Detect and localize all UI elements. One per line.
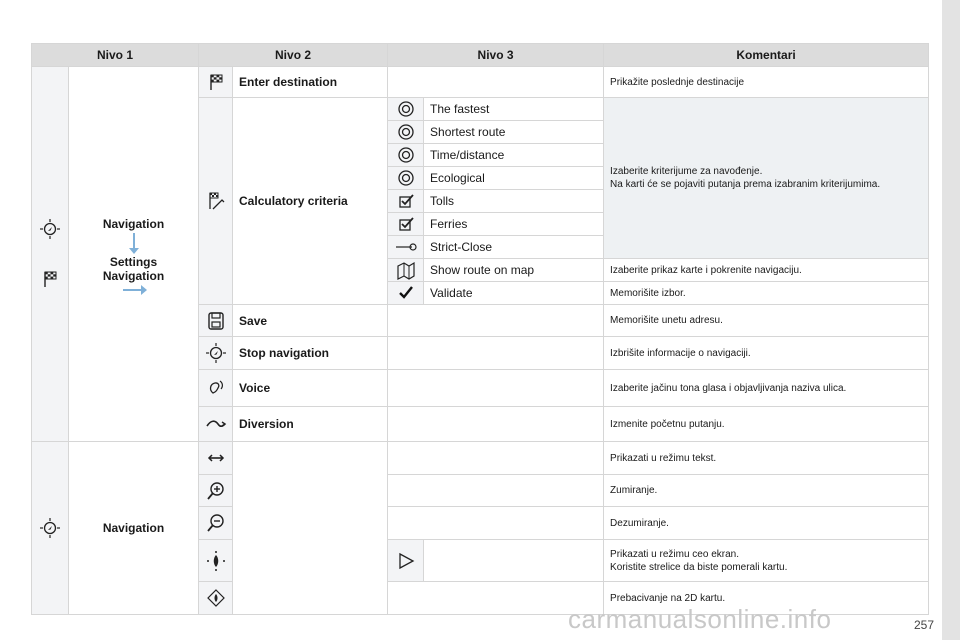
nivo1-map-icon-cell (32, 442, 69, 615)
option-shortest-route[interactable]: Shortest route (424, 121, 604, 144)
validate-item[interactable]: Validate (424, 282, 604, 305)
radio-icon[interactable] (395, 167, 417, 189)
option-tolls[interactable]: Tolls (424, 190, 604, 213)
criteria-comment-line1: Izaberite kriterijume za navođenje. (610, 166, 763, 177)
calculatory-criteria-item[interactable]: Calculatory criteria (233, 98, 388, 305)
show-route-on-map[interactable]: Show route on map (424, 259, 604, 282)
radio-icon[interactable] (395, 98, 417, 120)
option-ecological[interactable]: Ecological (424, 167, 604, 190)
nivo1-label-cell (69, 67, 199, 442)
zoom-out-comment: Dezumiranje. (604, 507, 929, 540)
option-time-distance[interactable]: Time/distance (424, 144, 604, 167)
arrow-right-icon (123, 289, 141, 291)
zoom-in-icon[interactable] (205, 480, 227, 502)
diversion-icon (205, 413, 227, 435)
enter-destination-item[interactable]: Enter destination (233, 67, 388, 98)
zoom-in-comment: Zumiranje. (604, 475, 929, 507)
save-item[interactable]: Save (233, 305, 388, 337)
criteria-comment (604, 98, 929, 259)
watermark: carmanualsonline.info (568, 604, 832, 634)
map-2d-icon[interactable] (205, 587, 227, 609)
play-arrow-icon[interactable] (395, 550, 417, 572)
navigation-icon[interactable] (39, 218, 61, 240)
navigation-menu-table (31, 43, 929, 615)
nivo1-map-navigation-label: Navigation (69, 442, 199, 615)
radio-icon[interactable] (395, 121, 417, 143)
header-nivo3: Nivo 3 (388, 44, 604, 67)
page-number: 257 (913, 618, 934, 632)
checkmark-icon[interactable] (395, 282, 417, 304)
voice-item[interactable]: Voice (233, 370, 388, 407)
diversion-comment: Izmenite početnu putanju. (604, 407, 929, 442)
header-komentari: Komentari (604, 44, 929, 67)
voice-icon (205, 377, 227, 399)
validate-comment: Memorišite izbor. (604, 282, 929, 305)
map-2d-comment: Prebacivanje na 2D kartu. (604, 582, 929, 615)
nivo1-navigation-sub-label: Navigation (102, 269, 165, 283)
slider-icon[interactable] (395, 236, 417, 258)
header-nivo1: Nivo 1 (32, 44, 199, 67)
map-icon[interactable] (395, 259, 417, 281)
text-mode-comment: Prikazati u režimu tekst. (604, 442, 929, 475)
fullscreen-map-icon[interactable] (205, 550, 227, 572)
checkbox-icon[interactable] (395, 213, 417, 235)
header-nivo2: Nivo 2 (199, 44, 388, 67)
zoom-out-icon[interactable] (205, 512, 227, 534)
criteria-flags-icon (205, 190, 227, 212)
checkered-flag-icon[interactable] (39, 268, 61, 290)
fullscreen-comment-line1: Prikazati u režimu ceo ekran. (610, 548, 739, 560)
diversion-item[interactable]: Diversion (233, 407, 388, 442)
show-route-comment: Izaberite prikaz karte i pokrenite navigaciju. (604, 259, 929, 282)
save-comment: Memorišite unetu adresu. (604, 305, 929, 337)
nivo1-navigation-label: Navigation (102, 217, 165, 231)
radio-icon[interactable] (395, 144, 417, 166)
criteria-comment-line2: Na karti će se pojaviti putanja prema izabranim kriterijumima. (610, 179, 881, 190)
enter-destination-comment: Prikažite poslednje destinacije (604, 67, 929, 98)
option-strict-close[interactable]: Strict-Close (424, 236, 604, 259)
nivo1-settings-label: Settings (109, 255, 158, 269)
save-icon (205, 310, 227, 332)
stop-navigation-item[interactable]: Stop navigation (233, 337, 388, 370)
option-fastest[interactable]: The fastest (424, 98, 604, 121)
voice-comment: Izaberite jačinu tona glasa i objavljivanja naziva ulica. (604, 370, 929, 407)
fullscreen-comment (604, 540, 929, 582)
navigation-icon[interactable] (39, 517, 61, 539)
stop-navigation-comment: Izbrišite informacije o navigaciji. (604, 337, 929, 370)
text-mode-icon[interactable] (205, 447, 227, 469)
navigation-icon (205, 342, 227, 364)
arrow-down-icon (133, 233, 135, 249)
destination-flag-icon (205, 71, 227, 93)
nivo1-icons-cell (32, 67, 69, 442)
checkbox-icon[interactable] (395, 190, 417, 212)
option-ferries[interactable]: Ferries (424, 213, 604, 236)
fullscreen-comment-line2: Koristite strelice da biste pomerali kartu. (610, 561, 788, 573)
page-edge-bar (942, 0, 960, 640)
